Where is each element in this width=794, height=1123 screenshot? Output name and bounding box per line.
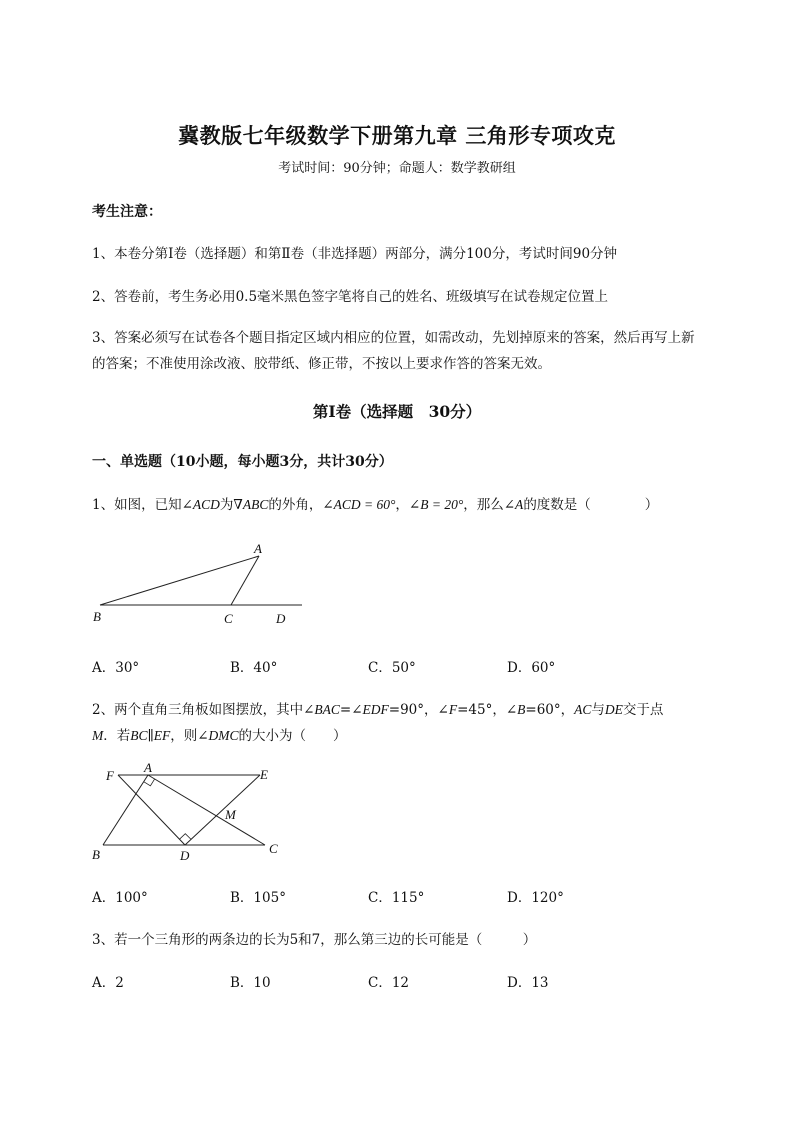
notice-item-3-line-1: 3、答案必须写在试卷各个题目指定区域内相应的位置，如需改动，先划掉原来的答案，然后再写上新 (92, 330, 695, 346)
question-2-stem-line-1: 2、两个直角三角板如图摆放，其中∠BAC=∠EDF=90°，∠F=45°，∠B=60°，AC与DE交于点 (92, 702, 664, 718)
question-1-figure (85, 535, 315, 630)
label-a: A (144, 760, 152, 775)
notice-heading: 考生注意： (92, 204, 162, 220)
q2-option-b[interactable]: B．105° (230, 890, 286, 906)
q1-option-d[interactable]: D．60° (507, 660, 556, 676)
notice-item-2: 2、答卷前，考生务必用0.5毫米黑色签字笔将自己的姓名、班级填写在试卷规定位置上 (92, 289, 609, 305)
label-a: A (254, 541, 262, 556)
label-e: E (260, 767, 268, 782)
math-triangle-abc: ∇ABC (233, 497, 269, 512)
q3-option-b[interactable]: B．10 (230, 975, 271, 991)
question-3-stem: 3、若一个三角形的两条边的长为5和7，那么第三边的长可能是（ ） (92, 932, 537, 948)
line-ba (103, 775, 148, 845)
q3-option-a[interactable]: A．2 (92, 975, 124, 991)
notice-item-1: 1、本卷分第Ⅰ卷（选择题）和第Ⅱ卷（非选择题）两部分，满分100分，考试时间90分钟 (92, 246, 618, 262)
q3-option-d[interactable]: D．13 (507, 975, 549, 991)
page-title: 冀教版七年级数学下册第九章 三角形专项攻克 (178, 123, 616, 148)
label-b: B (93, 609, 101, 624)
label-c: C (269, 841, 278, 856)
label-b: B (92, 847, 100, 862)
q2-option-d[interactable]: D．120° (507, 890, 564, 906)
question-1-stem: 1、如图，已知∠ACD为∇ABC的外角，∠ACD = 60°，∠B = 20°，那么∠A的度数是（ ） (92, 497, 659, 513)
label-m: M (225, 807, 236, 822)
math-acd-value: ∠ACD = 60° (322, 497, 396, 512)
part-heading: 一、单选题（10小题，每小题3分，共计30分） (92, 454, 393, 470)
section-title: 第Ⅰ卷（选择题 30分） (312, 402, 482, 421)
q2-option-c[interactable]: C．115° (368, 890, 425, 906)
q3-option-c[interactable]: C．12 (368, 975, 410, 991)
line-ac (148, 775, 265, 845)
q2-option-a[interactable]: A．100° (92, 890, 148, 906)
right-angle-mark-d (180, 834, 192, 840)
q1-option-a[interactable]: A．30° (92, 660, 140, 676)
line-de (185, 775, 260, 845)
right-angle-mark-a (144, 779, 155, 786)
label-c: C (224, 611, 233, 626)
q1-option-b[interactable]: B．40° (230, 660, 278, 676)
question-2-stem-line-2: M．若BC∥EF，则∠DMC的大小为（ ） (92, 728, 347, 744)
label-d: D (180, 848, 190, 863)
math-angle-a: ∠A (503, 497, 524, 512)
q1-option-c[interactable]: C．50° (368, 660, 416, 676)
label-f: F (106, 768, 114, 783)
label-d: D (276, 611, 286, 626)
exam-info: 考试时间：90分钟；命题人：数学教研组 (278, 161, 516, 176)
math-angle-acd: ∠ACD (181, 497, 220, 512)
math-b-value: ∠B = 20° (408, 497, 464, 512)
notice-item-3-line-2: 的答案；不准使用涂改液、胶带纸、修正带，不按以上要求作答的答案无效。 (92, 356, 551, 372)
question-2-figure (85, 760, 295, 870)
line-fd (118, 775, 185, 845)
